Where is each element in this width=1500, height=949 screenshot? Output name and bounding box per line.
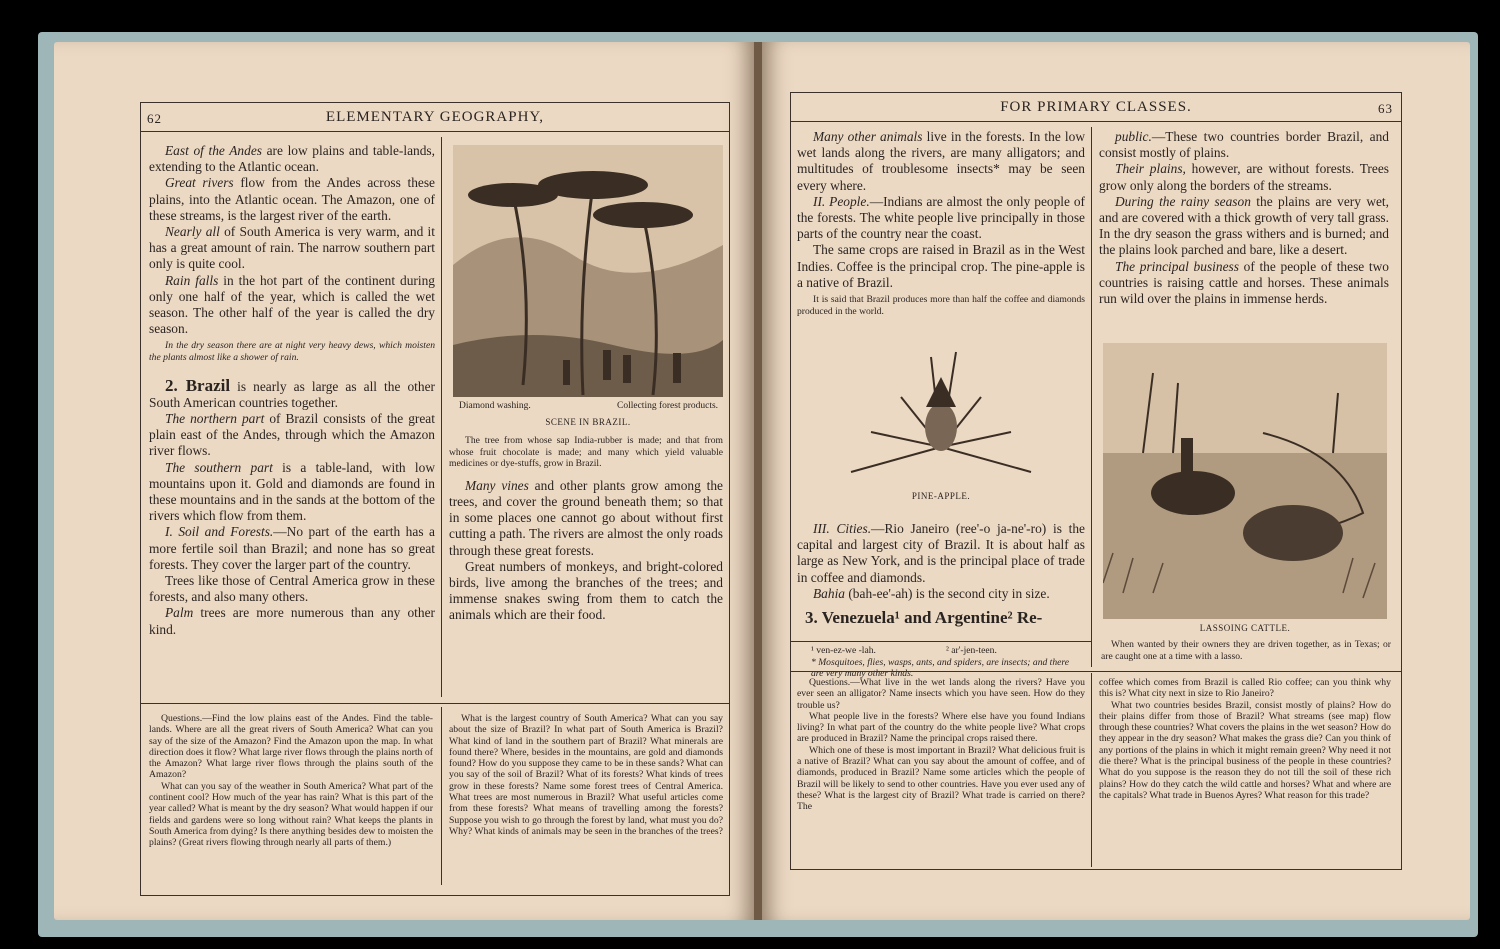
paragraph bbox=[149, 175, 435, 224]
questions-rule bbox=[141, 703, 729, 704]
paragraph-lead: Many vines bbox=[465, 477, 529, 493]
dry-season-note: In the dry season there are at night very heavy dews, which moisten the plants almost like a shower of rain. bbox=[149, 340, 435, 364]
page-number: 62 bbox=[147, 111, 162, 126]
paragraph-text: in the hot part of the continent during only one half of the year, which is called the wet season. The other half of the year is called the dry season. bbox=[149, 272, 435, 337]
questions-rule bbox=[791, 671, 1401, 672]
paragraph bbox=[149, 224, 435, 273]
footnote-rule bbox=[791, 641, 1091, 642]
running-head: ELEMENTARY GEOGRAPHY, bbox=[325, 109, 545, 125]
paragraph-lead: I. Soil and Forests. bbox=[165, 524, 274, 540]
paragraph bbox=[149, 143, 435, 175]
caption-forest-products: Collecting forest products. bbox=[617, 401, 719, 411]
paragraph-lead: public. bbox=[1115, 129, 1152, 144]
lassoing-cattle-illustration bbox=[1103, 343, 1387, 619]
scene-in-brazil-illustration bbox=[453, 145, 723, 397]
right-column-1 bbox=[797, 129, 1085, 317]
paragraph-text: Great numbers of monkeys, and bright-colored birds, live among the branches of the trees; and immense snakes swing from them to catch the animals which are their food. bbox=[449, 558, 723, 623]
paragraph-lead: Many other animals bbox=[813, 129, 923, 144]
paragraph-text: trees are more numerous than any other kind. bbox=[149, 605, 435, 637]
right-column-2 bbox=[1099, 129, 1389, 307]
paragraph bbox=[1099, 259, 1389, 308]
venezuela-heading: 3. Venezuela¹ and Argentine² Re- bbox=[805, 608, 1043, 628]
paragraph-lead: East of the Andes bbox=[165, 143, 262, 158]
paragraph bbox=[797, 521, 1085, 586]
paragraph bbox=[1099, 194, 1389, 259]
caption-diamond-washing: Diamond washing. bbox=[459, 401, 531, 411]
paragraph-text: however, are without forests. Trees grow only along the borders of the streams. bbox=[1099, 161, 1389, 193]
paragraph bbox=[797, 194, 1085, 243]
paragraph bbox=[149, 524, 435, 573]
paragraph-text: is a table-land, with low mountains upon it. Gold and diamonds are found in these mountains and in the sands at the bottom of the rivers which flow from them. bbox=[149, 459, 435, 524]
coffee-note: It is said that Brazil produces more than half the coffee and diamonds produced in the world. bbox=[797, 294, 1085, 317]
book-spine bbox=[754, 42, 762, 920]
illustration-title: SCENE IN BRAZIL. bbox=[545, 417, 631, 427]
questions-column-rule bbox=[441, 707, 442, 885]
paragraph-text: of Brazil consists of the great plain east of the Andes, through which the Amazon river flows. bbox=[149, 411, 435, 459]
paragraph bbox=[797, 129, 1085, 194]
paragraph bbox=[449, 478, 723, 559]
right-running-header bbox=[791, 93, 1401, 122]
paragraph bbox=[149, 411, 435, 460]
lassoing-image bbox=[1103, 343, 1387, 619]
paragraph-text: of South America is very warm, and it has a great amount of rain. The narrow southern part only is quite cool. bbox=[149, 224, 435, 272]
left-questions-2: What is the largest country of South America? What can you say about the size of Brazil? In what part of South America is Brazil? What kind of land in the southern part of Brazil? What minerals are found there? Where, besides in the mountains, are gold and diamonds found? How do you suppose they came to be in these sands? What can you say of the soil of Brazil? What of its forests? What kinds of trees grow in these forests? Name some forest trees of Central America. What trees are most numerous in Brazil? What useful articles come from these forests? What means of travelling among the forests? Suppose you wish to go through the forest by land, what must you do? Why? What kinds of animals may be seen in the branches of the trees? bbox=[449, 713, 723, 837]
pine-apple-illustration bbox=[831, 337, 1051, 487]
paragraph-lead: Great rivers bbox=[165, 175, 234, 191]
engraving-image bbox=[453, 145, 723, 397]
left-running-header bbox=[141, 103, 729, 132]
lassoing-caption: LASSOING CATTLE. bbox=[1199, 623, 1291, 633]
column-rule bbox=[441, 137, 442, 697]
footnotes: ¹ ven-ez-we -lah. ² ar'-jen-teen. * Mosquitoes, flies, wasps, ants, and spiders, are insects; and there are very many other kinds. bbox=[811, 645, 1070, 680]
paragraph bbox=[1099, 129, 1389, 161]
running-head: FOR PRIMARY CLASSES. bbox=[1000, 99, 1192, 115]
right-page-frame bbox=[790, 92, 1402, 870]
right-page bbox=[762, 42, 1470, 920]
right-questions-1: Questions.—What live in the wet lands along the rivers? Have you ever seen an alligator? Name insects which you have seen. How do they trouble us? What people live in the forests? Where else have you found Indians living? In what part of the country do the white people live? What crops are produced in Brazil? Name the principal crops raised there. Which one of these is most important in Brazil? What delicious fruit is a native of Brazil? What can you say about the amount of coffee, and of diamonds, produced in Brazil? Name some articles which the people of Brazil will be likely to send to other countries. Have you ever used any of these? What is the largest city of Brazil? What trade is carried on there? The bbox=[797, 677, 1085, 813]
pine-apple-caption: PINE-APPLE. bbox=[911, 491, 971, 501]
paragraph-text: —Rio Janeiro (ree'-o ja-ne'-ro) is the capital and largest city of Brazil. It is about half as large as New York, and is the principal place of trade in coffee and diamonds. bbox=[797, 521, 1085, 585]
paragraph bbox=[1099, 161, 1389, 193]
right-column-1b bbox=[797, 521, 1085, 627]
rubber-tree-note: The tree from whose sap India-rubber is made; and that from whose fruit chocolate is made; and many which yield valuable medicines or dye-stuffs, grow in Brazil. bbox=[449, 435, 723, 470]
brazil-heading: 2. Brazil bbox=[165, 375, 231, 395]
paragraph bbox=[149, 573, 435, 605]
book bbox=[38, 32, 1478, 937]
paragraph-text: Trees like those of Central America grow in these forests, and also many others. bbox=[149, 573, 435, 605]
paragraph-text: the plains are very wet, and are covered with a thick growth of very tall grass. In the dry season the grass withers and is burned; and the plains look parched and bare, like a desert. bbox=[1099, 193, 1390, 258]
paragraph-lead: The northern part bbox=[165, 411, 265, 427]
paragraph-lead: The southern part bbox=[165, 459, 273, 475]
questions-column-rule bbox=[1091, 673, 1092, 867]
brazil-paragraph: 2. Brazil is nearly as large as all the other South American countries together. bbox=[149, 375, 435, 410]
paragraph-text: and other plants grow among the trees, and cover the ground beneath them; so that in some places one cannot go about without first cutting a path. The rivers are almost the only roads through these great forests. bbox=[449, 477, 723, 558]
paragraph-text: of the people of these two countries is raising cattle and horses. These animals run wild over the plains in immense herds. bbox=[1099, 258, 1389, 307]
paragraph-text: —No part of the earth has a more fertile soil than Brazil; and none has so great forests. They cover the larger part of the country. bbox=[149, 524, 435, 572]
column-rule bbox=[1091, 127, 1092, 667]
pine-apple-image bbox=[831, 337, 1051, 487]
left-page-frame bbox=[140, 102, 730, 896]
left-column-2 bbox=[449, 435, 723, 624]
paragraph-lead: Nearly all bbox=[165, 224, 220, 240]
paragraph-lead: II. People. bbox=[813, 193, 870, 209]
left-questions-1: Questions.—Find the low plains east of the Andes. Find the table-lands. Where are all the great rivers of South America? What can you say of the size of the Amazon? Find the Amazon upon the map. In what direction does it flow? What large river flows through the plains north of the Amazon? What large river flows through the plains south of the Amazon? What can you say of the weather in South America? What part of the continent cool? How much of the year has rain? What is this part of the year called? What is meant by the dry season? What would happen if our fields and gardens were so long without rain? What keeps the plants in South America from dying? Is there anything besides dew to moisten the plains? (Great rivers flowing through nearly all parts of them.) bbox=[149, 713, 433, 849]
paragraph-lead: Bahia bbox=[813, 585, 845, 601]
paragraph-lead: Their plains, bbox=[1115, 161, 1186, 177]
paragraph-lead: The principal business bbox=[1115, 258, 1239, 274]
paragraph bbox=[797, 242, 1085, 291]
paragraph bbox=[149, 273, 435, 338]
paragraph-text: live in the forests. In the low wet lands along the rivers, are many alligators; and multitudes of troublesome insects* may be seen every where. bbox=[797, 129, 1086, 193]
paragraph-lead: During the rainy season bbox=[1115, 193, 1251, 209]
paragraph-text: are low plains and table-lands, extending to the Atlantic ocean. bbox=[149, 143, 435, 175]
paragraph-lead: Rain falls bbox=[165, 272, 219, 288]
paragraph-lead: Palm bbox=[165, 605, 194, 621]
paragraph bbox=[149, 460, 435, 525]
paragraph bbox=[149, 605, 435, 637]
paragraph-text: (bah-ee'-ah) is the second city in size. bbox=[845, 585, 1050, 601]
paragraph bbox=[797, 586, 1085, 602]
right-questions-2: coffee which comes from Brazil is called Rio coffee; can you think why this is? What city next in size to Rio Janeiro? What two countries besides Brazil, consist mostly of plains? How do their plains differ from those of Brazil? What streams (see map) flow through these countries? What covers the plains in the wet season? How do they appear in the dry season? What makes the grass die? Can you think of any portions of the plains in which it might remain green? Why need it not die there? What is the principal business of the people in these countries? What do you suppose is the reason they do not till the soil of these rich plains? How do they catch the wild cattle and horses? What and where are the capitals? What trade in Buenos Ayres? What reason for this trade? bbox=[1099, 677, 1391, 801]
left-column-1 bbox=[149, 143, 435, 638]
paragraph-text: flow from the Andes across these plains, into the Atlantic ocean. The Amazon, one of these streams, is the largest river of the earth. bbox=[149, 175, 435, 223]
paragraph-text: —These two countries border Brazil, and consist mostly of plains. bbox=[1099, 129, 1389, 161]
paragraph-text: The same crops are raised in Brazil as in the West Indies. Coffee is the principal crop. The pine-apple is a native of Brazil. bbox=[797, 242, 1085, 290]
paragraph-lead: III. Cities. bbox=[813, 521, 872, 536]
left-page bbox=[54, 42, 754, 920]
page-number: 63 bbox=[1378, 101, 1393, 116]
paragraph-text: —Indians are almost the only people of the forests. The white people live principally in those parts of the country near the coast. bbox=[797, 193, 1085, 242]
lasso-note: When wanted by their owners they are driven together, as in Texas; or are caught one at a time with a lasso. bbox=[1101, 639, 1391, 662]
paragraph bbox=[449, 559, 723, 624]
